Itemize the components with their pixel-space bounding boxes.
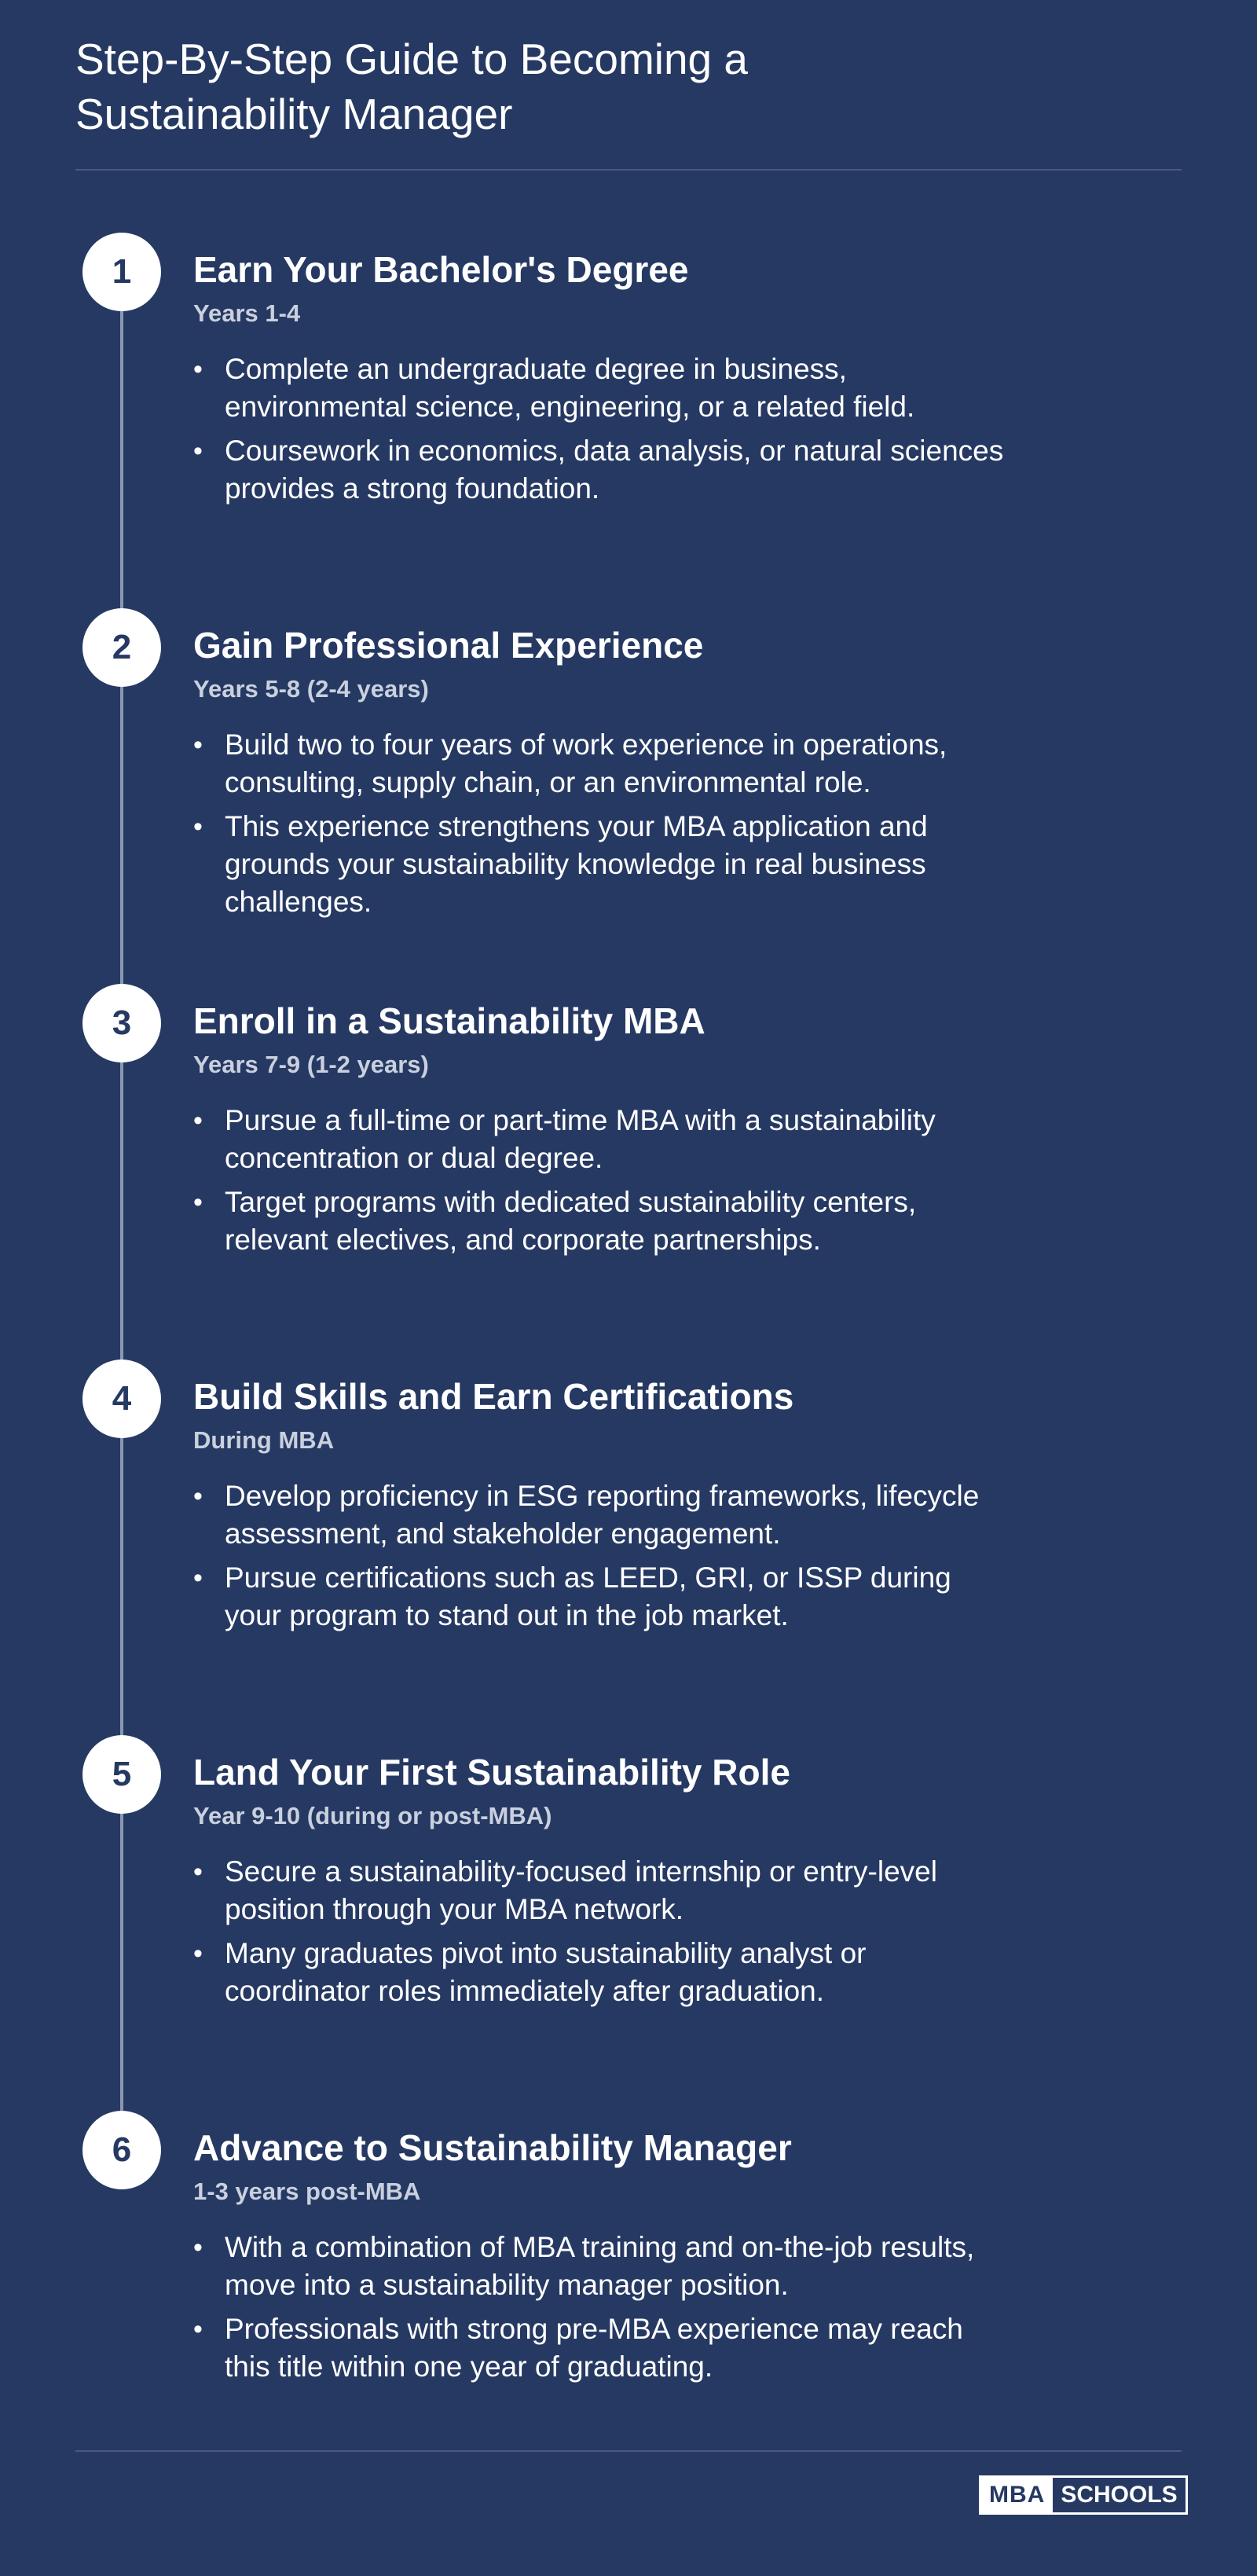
step-period: 1-3 years post-MBA xyxy=(193,2178,421,2205)
step-bullet-list xyxy=(193,2229,1010,2392)
step-period: Years 1-4 xyxy=(193,299,301,327)
step-bullet: • Complete an undergraduate degree in business, environmental science, engineering, or a related field. xyxy=(193,350,1010,426)
step-bullet-list xyxy=(193,726,1010,927)
logo-mba-text: MBA xyxy=(981,2478,1053,2512)
step-number-badge: 6 xyxy=(82,2111,161,2189)
step-bullet: • Professionals with strong pre-MBA experience may reach this title within one year of graduating. xyxy=(193,2310,1010,2386)
footer-divider xyxy=(75,2450,1182,2452)
step-bullet: • Pursue certifications such as LEED, GRI, or ISSP during your program to stand out in the job market. xyxy=(193,1559,1010,1635)
step-title: Build Skills and Earn Certifications xyxy=(193,1376,794,1417)
step-bullet: • Develop proficiency in ESG reporting frameworks, lifecycle assessment, and stakeholder engagement. xyxy=(193,1477,1010,1553)
step-title: Advance to Sustainability Manager xyxy=(193,2127,792,2168)
timeline-line xyxy=(120,271,123,2153)
step-bullet: • This experience strengthens your MBA application and grounds your sustainability knowledge in real business challenges. xyxy=(193,808,1010,921)
step-number-badge: 1 xyxy=(82,233,161,311)
step-number-badge: 3 xyxy=(82,984,161,1062)
step-bullet-list xyxy=(193,350,1010,514)
step-bullet: • Many graduates pivot into sustainability analyst or coordinator roles immediately after graduation. xyxy=(193,1935,1010,2010)
step-period: During MBA xyxy=(193,1426,335,1454)
step-period: Year 9-10 (during or post-MBA) xyxy=(193,1802,552,1829)
header-divider xyxy=(75,169,1182,171)
step-title: Earn Your Bachelor's Degree xyxy=(193,249,689,290)
step-bullet-list xyxy=(193,1102,1010,1265)
step-bullet: • Build two to four years of work experience in operations, consulting, supply chain, or an environmental role. xyxy=(193,726,1010,802)
step-title: Gain Professional Experience xyxy=(193,625,704,666)
step-period: Years 7-9 (1-2 years) xyxy=(193,1051,429,1078)
step-title: Land Your First Sustainability Role xyxy=(193,1752,790,1793)
page-title xyxy=(75,31,861,141)
step-bullet-list xyxy=(193,1477,1010,1641)
page-title-line-1: Step-By-Step Guide to Becoming a xyxy=(75,35,749,83)
step-bullet: • Coursework in economics, data analysis, or natural sciences provides a strong foundation. xyxy=(193,432,1010,508)
step-period: Years 5-8 (2-4 years) xyxy=(193,675,429,703)
step-bullet: • Pursue a full-time or part-time MBA with a sustainability concentration or dual degree. xyxy=(193,1102,1010,1177)
logo-schools-text: SCHOOLS xyxy=(1061,2482,1178,2508)
step-bullet: • Target programs with dedicated sustainability centers, relevant electives, and corporate partnerships. xyxy=(193,1183,1010,1259)
step-number-badge: 4 xyxy=(82,1360,161,1438)
step-bullet-list xyxy=(193,1853,1010,2016)
step-bullet: • With a combination of MBA training and on-the-job results, move into a sustainability manager position. xyxy=(193,2229,1010,2304)
mba-schools-logo xyxy=(979,2475,1188,2515)
step-number-badge: 2 xyxy=(82,608,161,687)
step-title: Enroll in a Sustainability MBA xyxy=(193,1000,705,1041)
step-number-badge: 5 xyxy=(82,1735,161,1814)
step-bullet: • Secure a sustainability-focused internship or entry-level position through your MBA network. xyxy=(193,1853,1010,1928)
page-title-line-2: Sustainability Manager xyxy=(75,90,513,138)
